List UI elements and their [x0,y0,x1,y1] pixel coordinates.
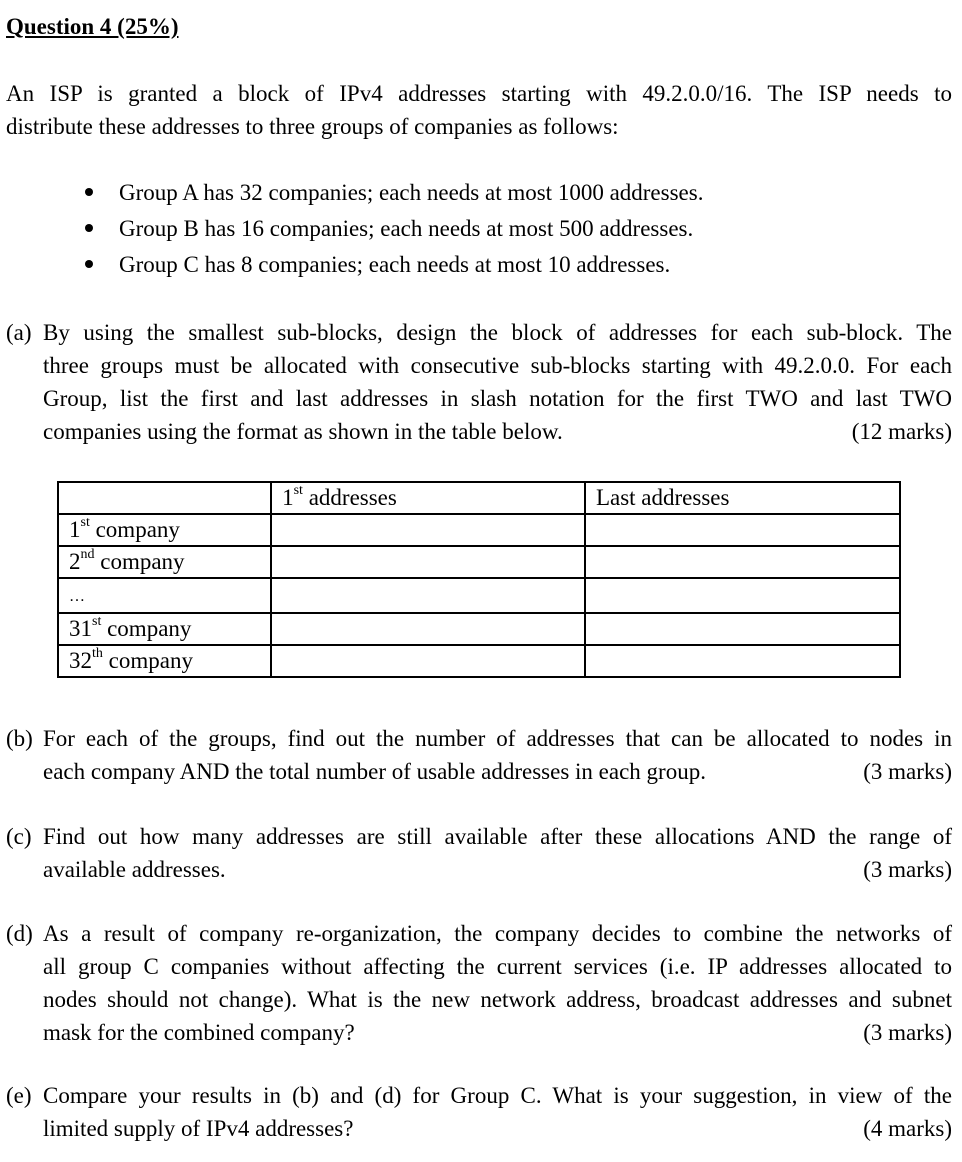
part-c-line: Find out how many addresses are still available after these allocations AND the range of [43,824,952,849]
list-item-text: Group A has 32 companies; each needs at most 1000 addresses. [119,180,704,205]
table-cell [585,546,900,578]
part-label: (a) [6,320,32,345]
list-item-text: Group C has 8 companies; each needs at most 10 addresses. [119,252,671,277]
part-d-line: mask for the combined company? [43,1020,355,1045]
part-e-line: Compare your results in (b) and (d) for Group C. What is your suggestion, in view of the [43,1083,952,1108]
intro-paragraph [6,77,952,143]
part-e-line: limited supply of IPv4 addresses? [43,1116,354,1141]
table-cell [585,578,900,613]
row-label: … [58,578,271,613]
table-cell [585,645,900,677]
table-cell [585,514,900,546]
list-item [0,248,962,284]
table-header-last-addresses: Last addresses [585,482,900,514]
table-row [58,645,900,677]
part-label: (c) [6,824,32,849]
table-row [58,546,900,578]
table-cell [271,578,585,613]
part-label: (e) [6,1083,32,1108]
list-item-text: Group B has 16 companies; each needs at most 500 addresses. [119,216,694,241]
row-label: 31st company [58,613,271,645]
table-cell [58,482,271,514]
part-d [6,917,952,1049]
group-requirements-list [0,176,962,284]
part-a [6,316,952,448]
table-cell [585,613,900,645]
table-row [58,514,900,546]
part-a-line: By using the smallest sub-blocks, design the block of addresses for each sub-block. The [43,320,952,345]
list-item [0,176,962,212]
part-c [6,820,952,886]
part-d-line: all group C companies without affecting the current services (i.e. IP addresses allocated to [43,954,952,979]
part-label: (d) [6,921,33,946]
marks-label: (3 marks) [863,857,952,882]
part-d-line: nodes should not change). What is the new network address, broadcast addresses and subnet [43,987,952,1012]
table-cell [271,645,585,677]
row-label: 2nd company [58,546,271,578]
list-item [0,212,962,248]
bullet-icon [82,257,96,271]
row-label: 1st company [58,514,271,546]
part-d-line: As a result of company re-organization, the company decides to combine the networks of [43,921,952,946]
address-table [57,481,901,678]
part-a-line: three groups must be allocated with consecutive sub-blocks starting with 49.2.0.0. For each [43,353,952,378]
part-e [6,1079,952,1145]
table-cell [271,613,585,645]
table-cell [271,546,585,578]
intro-line: An ISP is granted a block of IPv4 addresses starting with 49.2.0.0/16. The ISP needs to [6,81,952,106]
table-header-row [58,482,900,514]
table-cell [271,514,585,546]
marks-label: (12 marks) [851,419,952,444]
bullet-icon [82,185,96,199]
part-c-line: available addresses. [43,857,226,882]
marks-label: (3 marks) [863,1020,952,1045]
part-a-line: Group, list the first and last addresses in slash notation for the first TWO and last TWO [43,386,952,411]
part-label: (b) [6,726,33,751]
row-label: 32th company [58,645,271,677]
table-row [58,578,900,613]
question-heading: Question 4 (25%) [6,14,179,39]
table-header-first-addresses: 1st addresses [271,482,585,514]
intro-line: distribute these addresses to three groups of companies as follows: [6,114,619,139]
bullet-icon [82,221,96,235]
marks-label: (4 marks) [863,1116,952,1141]
marks-label: (3 marks) [863,759,952,784]
table-row [58,613,900,645]
part-a-line: companies using the format as shown in the table below. [43,419,563,444]
part-b [6,722,952,788]
part-b-line: For each of the groups, find out the number of addresses that can be allocated to nodes in [43,726,952,751]
part-b-line: each company AND the total number of usable addresses in each group. [43,759,706,784]
